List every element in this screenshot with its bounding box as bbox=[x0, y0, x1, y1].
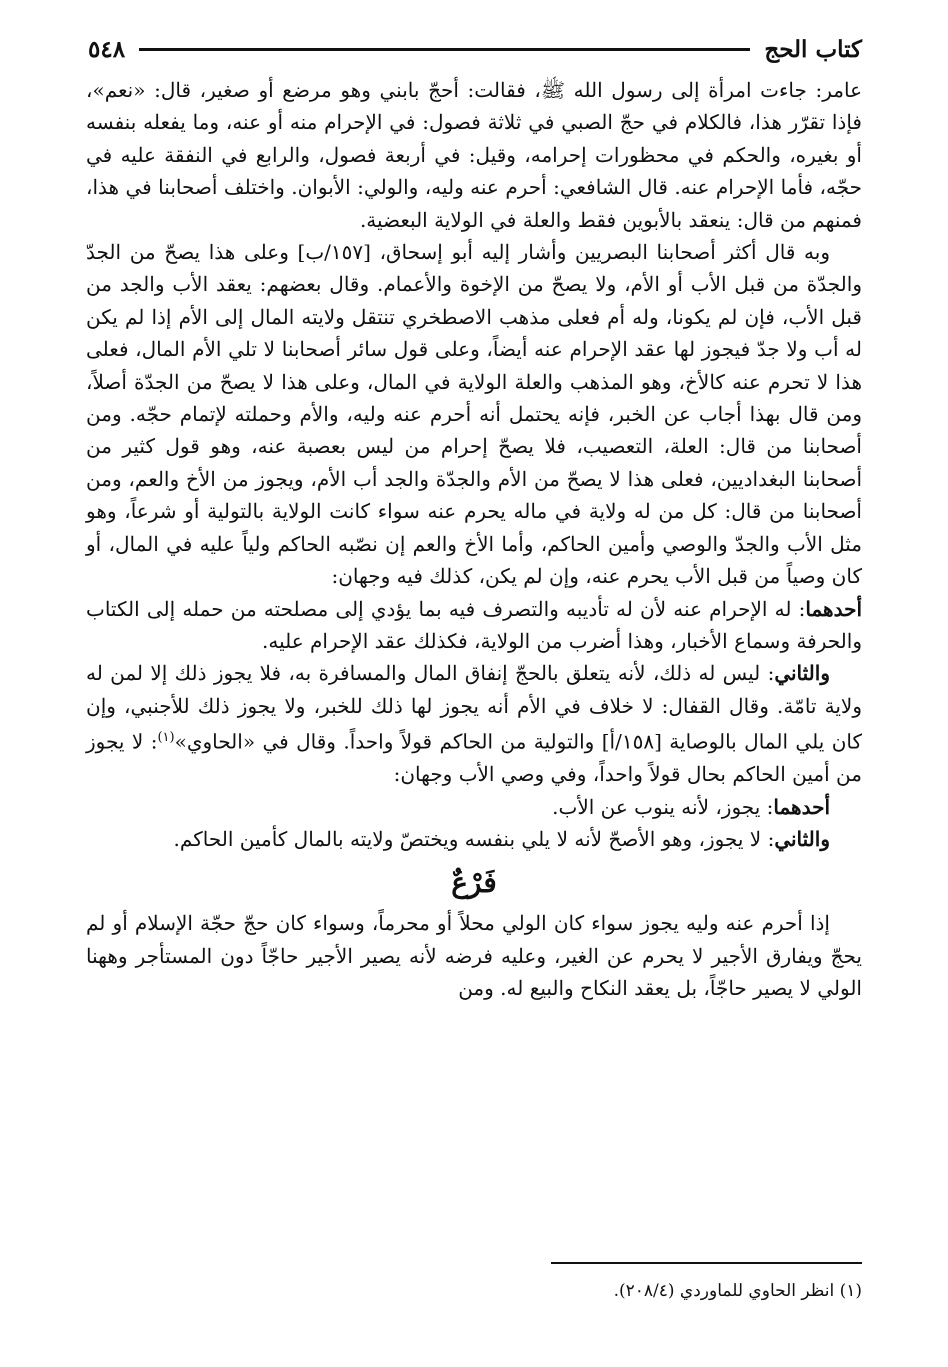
paragraph-2: وبه قال أكثر أصحابنا البصريين وأشار إليه أبو إسحاق، [١٥٧/ب] وعلى هذا يصحّ من الجدّ والجدّة من قبل الأب أو الأم، ولا يصحّ من الإخوة والأعمام. وقال بعضهم: يعقد الأب والجد من قبل الأب، فإن لم يكونا، وله أم فعلى مذهب الاصطخري تنتقل ولايته المال إلى الأم إذا لم يكن له أب ولا جدّ فيجوز لها عقد الإحرام عنه أيضاً، وعلى قول سائر أصحابنا لا تلي الأم المال، فعلى هذا لا تحرم عنه كالأخ، وهو المذهب والعلة الولاية في المال، وعلى هذا لا يصحّ من الجدّة أصلاً، ومن قال بهذا أجاب عن الخبر، فإنه يحتمل أنه أحرم عنه وليه، والأم وحملته لإتمام حجّه. ومن أصحابنا من قال: العلة، التعصيب، فلا يصحّ إحرام من ليس بعصبة عنه، وهو قول كثير من أصحابنا البغداديين، فعلى هذا لا يصحّ من الأم والجدّة والجد أب الأم، ويجوز من الأخ والعم، ومن أصحابنا من قال: كل من له ولاية في ماله يحرم عنه سواء كانت الولاية بالتولية أو شرعاً، وهو مثل الأب والجدّ والوصي وأمين الحاكم، وأما الأخ والعم إن نصّبه الحاكم ولياً عليه في المال، أو كان وصياً من قبل الأب يحرم عنه، وإن لم يكن، كذلك فيه وجهان: bbox=[86, 240, 862, 589]
header-rule bbox=[139, 48, 750, 51]
paragraph-4-label: والثاني bbox=[774, 661, 830, 686]
paragraph-4 bbox=[86, 657, 862, 790]
paragraph-6-label: والثاني bbox=[774, 827, 830, 851]
footnote-marker: (١) bbox=[157, 730, 175, 746]
paragraph-5-text: : يجوز، لأنه ينوب عن الأب. bbox=[552, 794, 774, 819]
page-number: ٥٤٨ bbox=[88, 35, 126, 63]
page-body bbox=[86, 74, 862, 1005]
paragraph-7: إذا أحرم عنه وليه يجوز سواء كان الولي محلاً أو محرماً، وسواء كان حجّ حجّة الإسلام أو لم يحجّ ويفارق الأجير لا يحرم عن الغير، وعليه فرضه لأنه يصير الأجير حاجّاً دون المستأجر وههنا الولي لا يصير حاجّاً، بل يعقد النكاح والبيع له. ومن bbox=[86, 911, 862, 1001]
paragraph-3-label: أحدهما bbox=[805, 596, 862, 621]
paragraph-5-label: أحدهما bbox=[773, 794, 830, 819]
page-header bbox=[88, 32, 862, 66]
paragraph-4-text-b: : لا يجوز من أمين الحاكم بحال قولاً واحداً، وفي وصي الأب وجهان: bbox=[86, 729, 862, 787]
paragraph-6 bbox=[86, 823, 862, 855]
paragraph-1: عامر: جاءت امرأة إلى رسول الله ﷺ، فقالت: أحجّ بابني وهو مرضع أو صغير، قال: «نعم»، فإذا تقرّر هذا، فالكلام في حجّ الصبي في ثلاثة فصول: في الإحرام منه أو عنه، وما يفعله بنفسه أو بغيره، والحكم في محظورات إحرامه، وقيل: في أربعة فصول، والرابع في النفقة عليه في حجّه، فأما الإحرام عنه. قال الشافعي: أحرم عنه وليه، والولي: الأبوان. واختلف أصحابنا في هذا، فمنهم من قال: ينعقد بالأبوين فقط والعلة في الولاية البعضية. bbox=[86, 78, 862, 232]
footnote: (١) انظر الحاوي للماوردي (٢٠٨/٤). bbox=[613, 1281, 862, 1301]
paragraph-5 bbox=[86, 791, 862, 823]
running-title: كتاب الحج bbox=[764, 35, 862, 63]
paragraph-3 bbox=[86, 593, 862, 658]
paragraph-3-text: : له الإحرام عنه لأن له تأديبه والتصرف فيه بما يؤدي إلى مصلحته من حمله إلى الكتاب والحرفة وسماع الأخبار، وهذا أضرب من الولاية، فكذلك عقد الإحرام عليه. bbox=[86, 596, 862, 653]
paragraph-6-text: : لا يجوز، وهو الأصحّ لأنه لا يلي بنفسه ويختصّ ولايته بالمال كأمين الحاكم. bbox=[173, 827, 775, 851]
paragraph-4-text-a: : ليس له ذلك، لأنه يتعلق بالحجّ إنفاق المال والمسافرة به، فلا يجوز ذلك إلا لمن له ولاية تامّة. وقال القفال: لا خلاف في الأم أنه يجوز لها ذلك للخبر، ولا يجوز ذلك للأجنبي، وإن كان يلي المال بالوصاية [١٥٨/أ] والتولية من الحاكم قولاً واحداً. وقال في «الحاوي» bbox=[86, 661, 863, 754]
footnote-rule bbox=[551, 1262, 862, 1264]
section-heading: فَرْعٌ bbox=[451, 866, 497, 900]
